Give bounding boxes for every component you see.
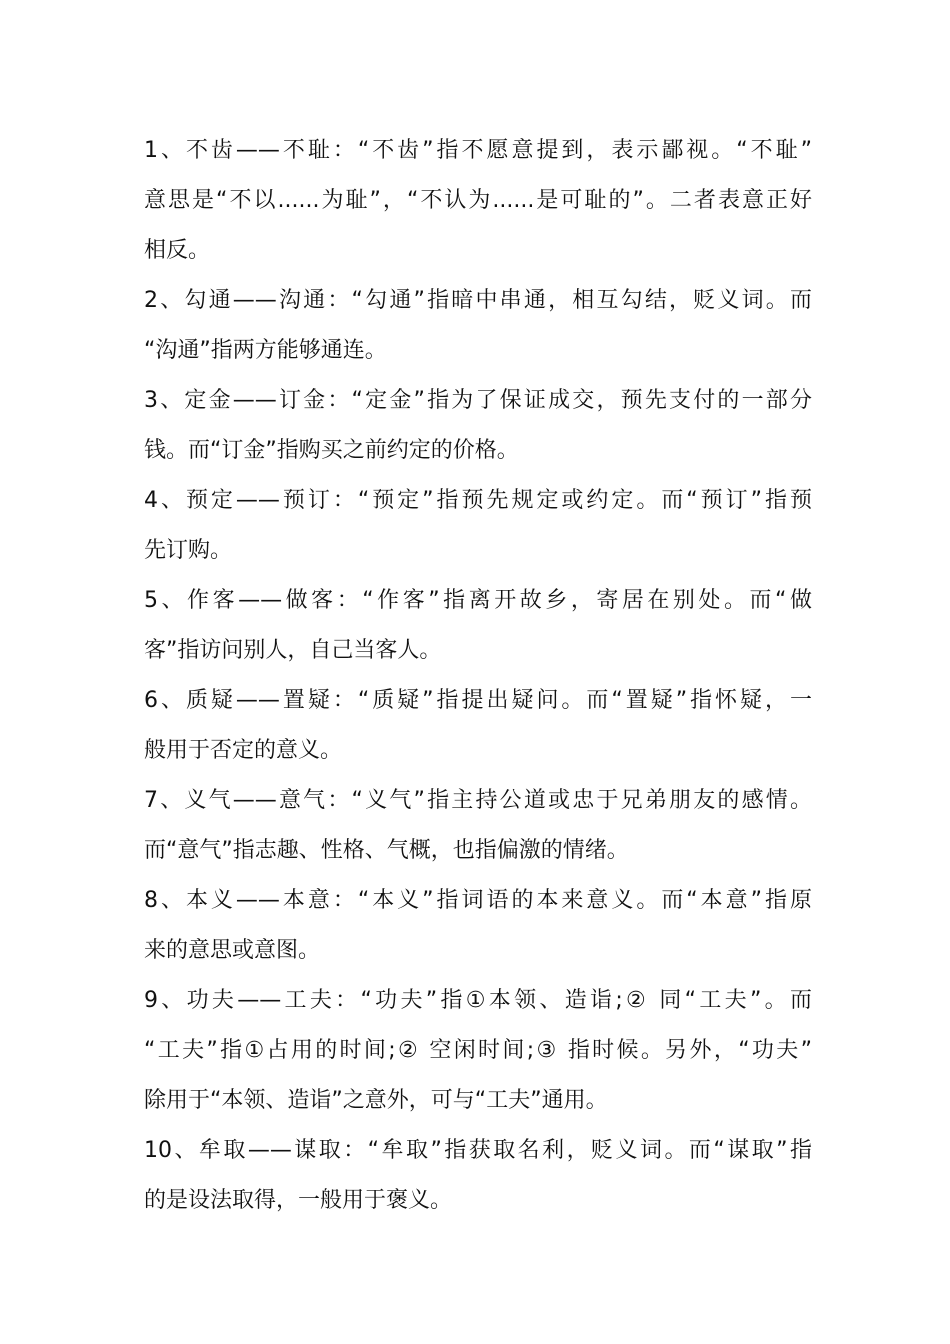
text-line: 的是设法取得，一般用于褒义。 xyxy=(144,1188,453,1213)
text-line: 客”指访问别人，自己当客人。 xyxy=(144,638,442,663)
text-line: 7、义气——意气：“义气”指主持公道或忠于兄弟朋友的感情。 xyxy=(144,788,812,813)
text-line: “沟通”指两方能够通连。 xyxy=(144,338,387,363)
text-line: 6、质疑——置疑：“质疑”指提出疑问。而“置疑”指怀疑，一 xyxy=(144,688,812,713)
text-line: 9、功夫——工夫：“功夫”指①本领、造诣;② 同“工夫”。而 xyxy=(144,988,812,1013)
text-line: 相反。 xyxy=(144,238,211,263)
text-line: 先订购。 xyxy=(144,538,233,563)
text-line: 8、本义——本意：“本义”指词语的本来意义。而“本意”指原 xyxy=(144,888,812,913)
text-line: “工夫”指①占用的时间;② 空闲时间;③ 指时候。另外，“功夫” xyxy=(144,1038,812,1063)
text-line: 意思是“不以......为耻”，“不认为......是可耻的”。二者表意正好 xyxy=(144,188,812,213)
text-line: 3、定金——订金：“定金”指为了保证成交，预先支付的一部分 xyxy=(144,388,812,413)
text-line: 钱。而“订金”指购买之前约定的价格。 xyxy=(144,438,519,463)
document-body xyxy=(144,126,812,1226)
text-line: 10、牟取——谋取：“牟取”指获取名利，贬义词。而“谋取”指 xyxy=(144,1138,812,1163)
text-line: 除用于“本领、造诣”之意外，可与“工夫”通用。 xyxy=(144,1088,608,1113)
text-line: 1、不齿——不耻：“不齿”指不愿意提到，表示鄙视。“不耻” xyxy=(144,138,812,163)
text-line: 来的意思或意图。 xyxy=(144,938,321,963)
text-line: 2、勾通——沟通：“勾通”指暗中串通，相互勾结，贬义词。而 xyxy=(144,288,812,313)
text-line: 般用于否定的意义。 xyxy=(144,738,343,763)
text-line: 而“意气”指志趣、性格、气概，也指偏激的情绪。 xyxy=(144,838,629,863)
text-line: 4、预定——预订：“预定”指预先规定或约定。而“预订”指预 xyxy=(144,488,812,513)
text-line: 5、作客——做客：“作客”指离开故乡，寄居在别处。而“做 xyxy=(144,588,812,613)
